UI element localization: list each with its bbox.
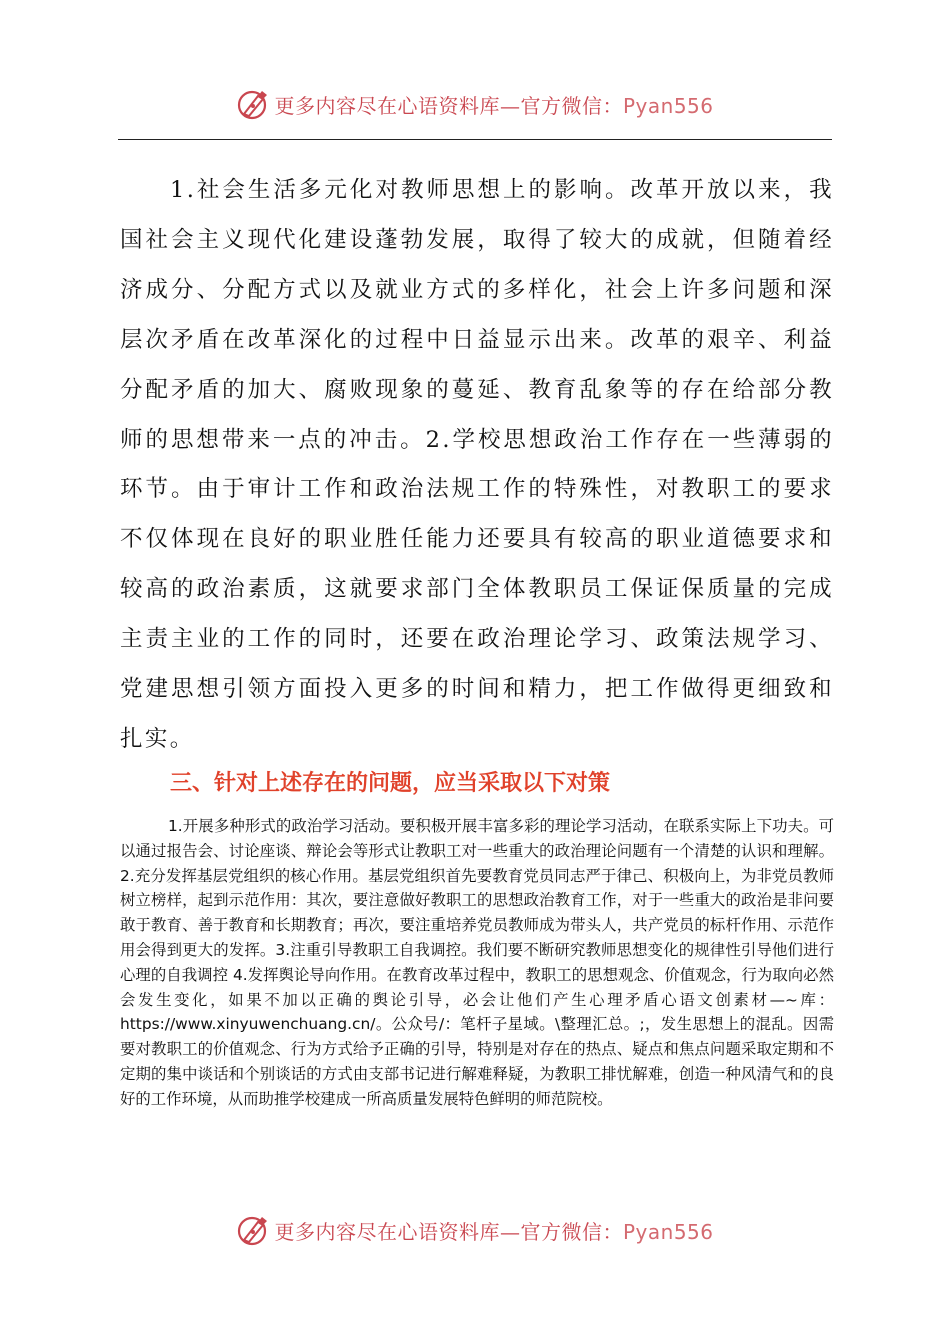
header-banner-main: 更多内容尽在心语资料库—官方微信： xyxy=(274,93,623,118)
body-paragraph-1: 1.社会生活多元化对教师思想上的影响。改革开放以来，我国社会主义现代化建设蓬勃发展，取得了较大的成就，但随着经济成分、分配方式以及就业方式的多样化，社会上许多问题和深层次矛盾在改革深化的过程中日益显示出来。改革的艰辛、利益分配矛盾的加大、腐败现象的蔓延、教育乱象等的存在给部分教师的思想带来一点的冲击。2.学校思想政治工作存在一些薄弱的环节。由于审计工作和政治法规工作的特殊性，对教职工的要求不仅体现在良好的职业胜任能力还要具有较高的职业道德要求和较高的政治素质，这就要求部门全体教职员工保证保质量的完成主责主业的工作的同时，还要在政治理论学习、政策法规学习、党建思想引领方面投入更多的时间和精力，把工作做得更细致和扎实。 xyxy=(120,177,834,752)
pen-nib-logo-icon xyxy=(236,1213,270,1247)
header-banner-text xyxy=(274,90,713,119)
footer-banner-main: 更多内容尽在心语资料库—官方微信： xyxy=(274,1219,623,1244)
page-footer-banner xyxy=(0,1210,950,1250)
footer-banner-text xyxy=(274,1216,713,1245)
section-heading: 三、针对上述存在的问题，应当采取以下对策 xyxy=(170,771,611,796)
header-divider xyxy=(118,139,832,140)
footer-banner-id: Pyan556 xyxy=(622,1219,714,1244)
body-paragraph-2: 1.开展多种形式的政治学习活动。要积极开展丰富多彩的理论学习活动，在联系实际上下功夫。可以通过报告会、讨论座谈、辩论会等形式让教职工对一些重大的政治理论问题有一个清楚的认识和理解。2.充分发挥基层党组织的核心作用。基层党组织首先要教育党员同志严于律己、积极向上，为非党员教师树立榜样，起到示范作用：其次，要注意做好教职工的思想政治教育工作，对于一些重大的政治是非问要敢于教育、善于教育和长期教育；再次，要注重培养党员教师成为带头人，共产党员的标杆作用、示范作用会得到更大的发挥。3.注重引导教职工自我调控。我们要不断研究教师思想变化的规律性引导他们进行心理的自我调控 4.发挥舆论导向作用。在教育改革过程中，教职工的思想观念、价值观念，行为取向必然会发生变化，如果不加以正确的舆论引导，必会让他们产生心理矛盾心语文创素材—~库：https://www.xinyuwenchuang.cn/。公众号/：笔杆子星域。\整理汇总。;，发生思想上的混乱。因需要对教职工的价值观念、行为方式给予正确的引导，特别是对存在的热点、疑点和焦点问题采取定期和不定期的集中谈话和个别谈话的方式由支部书记进行解难释疑，为教职工排忧解难，创造一种风清气和的良好的工作环境，从而助推学校建成一所高质量发展特色鲜明的师范院校。 xyxy=(120,817,834,1108)
header-banner-id: Pyan556 xyxy=(622,93,714,118)
pen-nib-logo-icon xyxy=(236,87,270,121)
page-header-banner xyxy=(0,84,950,124)
